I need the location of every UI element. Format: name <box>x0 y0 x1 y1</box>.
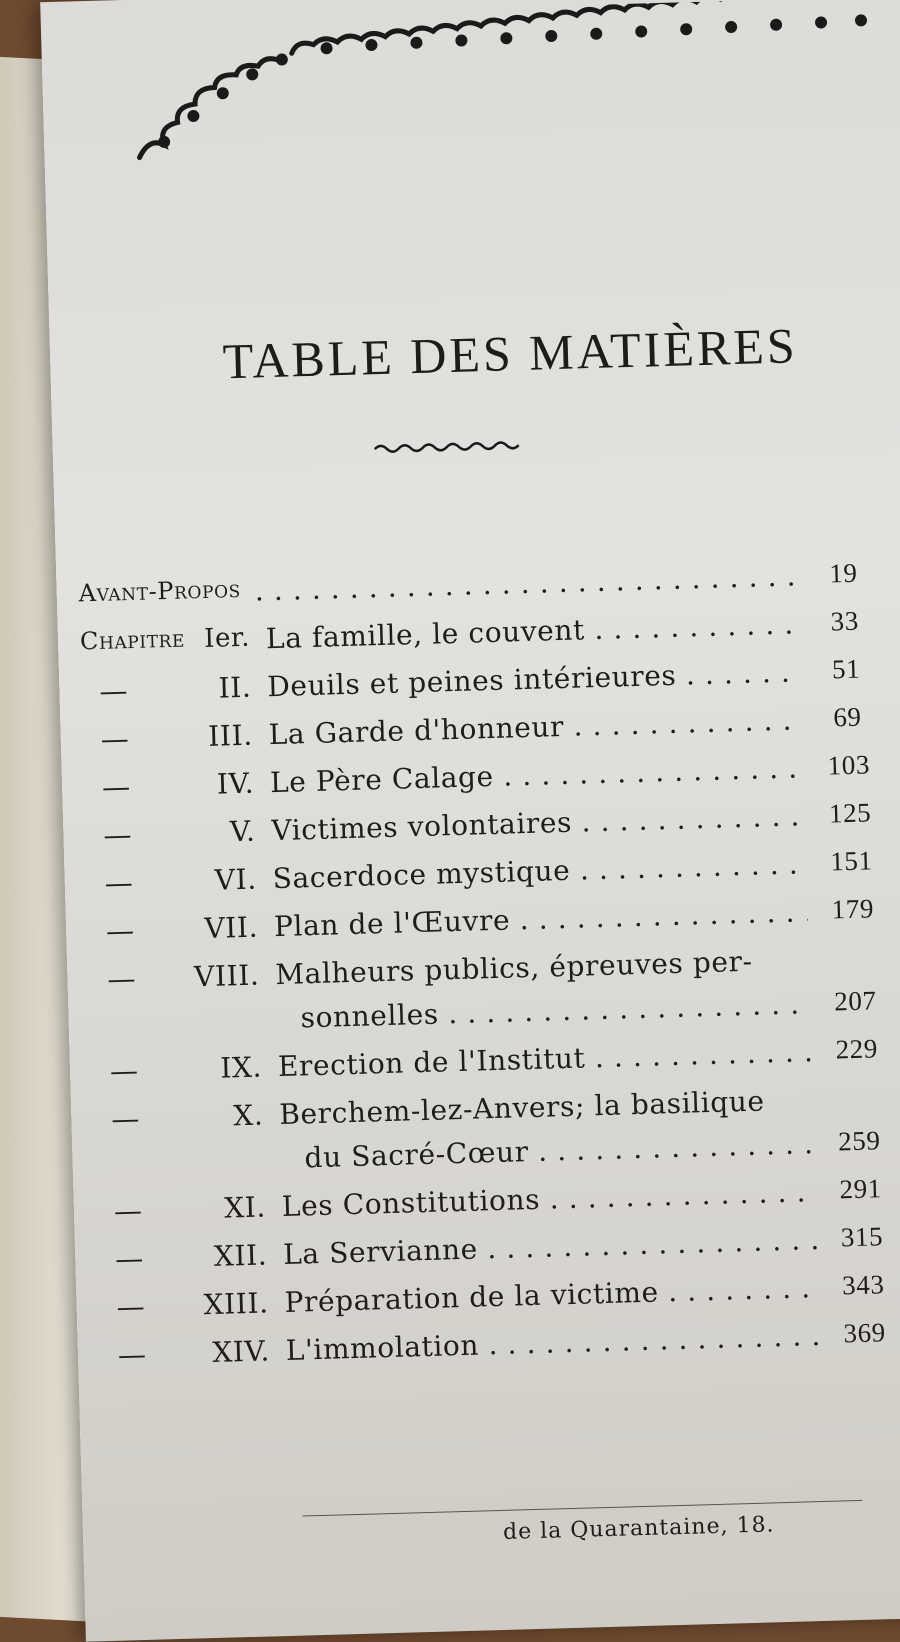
page-number: 229 <box>835 1033 879 1065</box>
ditto-dash: — <box>110 1101 141 1136</box>
chapter-title-continued: du Sacré-Cœur . . . <box>304 1127 815 1174</box>
page-number: 125 <box>828 797 872 829</box>
book-page <box>40 0 900 1642</box>
page-number: 19 <box>828 557 858 589</box>
ditto-dash: — <box>101 770 132 804</box>
page-number: 33 <box>830 605 860 637</box>
chapter-title: Plan de l'Œuvre . . . <box>274 895 809 943</box>
chapter-numeral: IV. <box>216 766 255 801</box>
ditto-dash: — <box>105 914 136 948</box>
chapter-numeral: Ier. <box>203 622 251 654</box>
page-number: 315 <box>840 1221 884 1253</box>
chapter-title: Victimes volontaires . . . <box>271 799 806 847</box>
chapter-numeral: III. <box>207 718 254 753</box>
ditto-dash: — <box>100 722 130 756</box>
page-number: 207 <box>833 985 877 1017</box>
table-of-contents <box>78 557 900 1387</box>
page-number: 69 <box>832 701 862 733</box>
chapter-title: La Servianne . . . <box>283 1223 818 1271</box>
chapter-numeral: VII. <box>203 910 259 946</box>
title-flourish <box>373 437 523 455</box>
chapter-title: La famille, le couvent . . . <box>266 607 801 655</box>
chapter-title: L'immolation . . . <box>285 1319 820 1367</box>
entry-label: Avant-Propos <box>78 574 242 608</box>
chapter-title-continued: sonnelles . . . <box>300 987 811 1034</box>
page-number: 343 <box>841 1269 885 1301</box>
page-number: 369 <box>843 1317 887 1349</box>
ditto-dash: — <box>102 818 133 852</box>
page-number: 151 <box>829 845 874 877</box>
chapter-numeral: VIII. <box>193 958 260 994</box>
ditto-dash: — <box>114 1241 145 1276</box>
chapter-numeral: XIII. <box>203 1286 270 1322</box>
chapter-title: Préparation de la victime . . . <box>284 1271 819 1319</box>
chapter-numeral: II. <box>218 670 252 705</box>
chapter-numeral: XI. <box>223 1190 267 1225</box>
ditto-dash: — <box>117 1337 148 1372</box>
page-number: 179 <box>831 893 875 925</box>
chapter-title: Les Constitutions . . . <box>281 1175 816 1223</box>
ditto-dash: — <box>104 866 134 900</box>
ditto-dash: — <box>98 674 129 708</box>
chapter-numeral: X. <box>232 1098 264 1133</box>
page-number: 291 <box>839 1173 883 1205</box>
chapter-title: Berchem-lez-Anvers; la basilique <box>278 1084 766 1132</box>
page-number: 259 <box>837 1125 881 1157</box>
chapter-numeral: XIV. <box>211 1334 271 1369</box>
chapter-title: Malheurs publics, épreuves per- <box>274 944 754 992</box>
ditto-dash: — <box>107 961 137 996</box>
footer-text: de la Quarantaine, 18. <box>502 1512 775 1545</box>
chapter-title: Erection de l'Institut . . . <box>278 1035 813 1083</box>
floral-border-ornament <box>121 0 885 168</box>
chapter-title: Deuils et peines intérieures . . . <box>267 655 802 703</box>
ditto-dash: — <box>109 1053 140 1088</box>
chapter-numeral: V. <box>229 814 256 849</box>
chapter-label: Chapitre <box>79 624 186 656</box>
chapter-numeral: IX. <box>219 1050 263 1085</box>
chapter-numeral: XII. <box>213 1238 268 1273</box>
ditto-dash: — <box>116 1289 146 1324</box>
chapter-title: La Garde d'honneur . . . <box>268 703 803 751</box>
page-title: TABLE DES MATIÈRES <box>221 317 799 390</box>
page-number: 51 <box>831 653 861 685</box>
page-number: 103 <box>827 749 871 781</box>
dot-leader <box>254 559 799 607</box>
chapter-title: Le Père Calage . . . <box>270 751 805 799</box>
chapter-numeral: VI. <box>214 862 258 897</box>
ditto-dash: — <box>113 1193 144 1228</box>
chapter-title: Sacerdoce mystique . . . <box>272 847 807 895</box>
